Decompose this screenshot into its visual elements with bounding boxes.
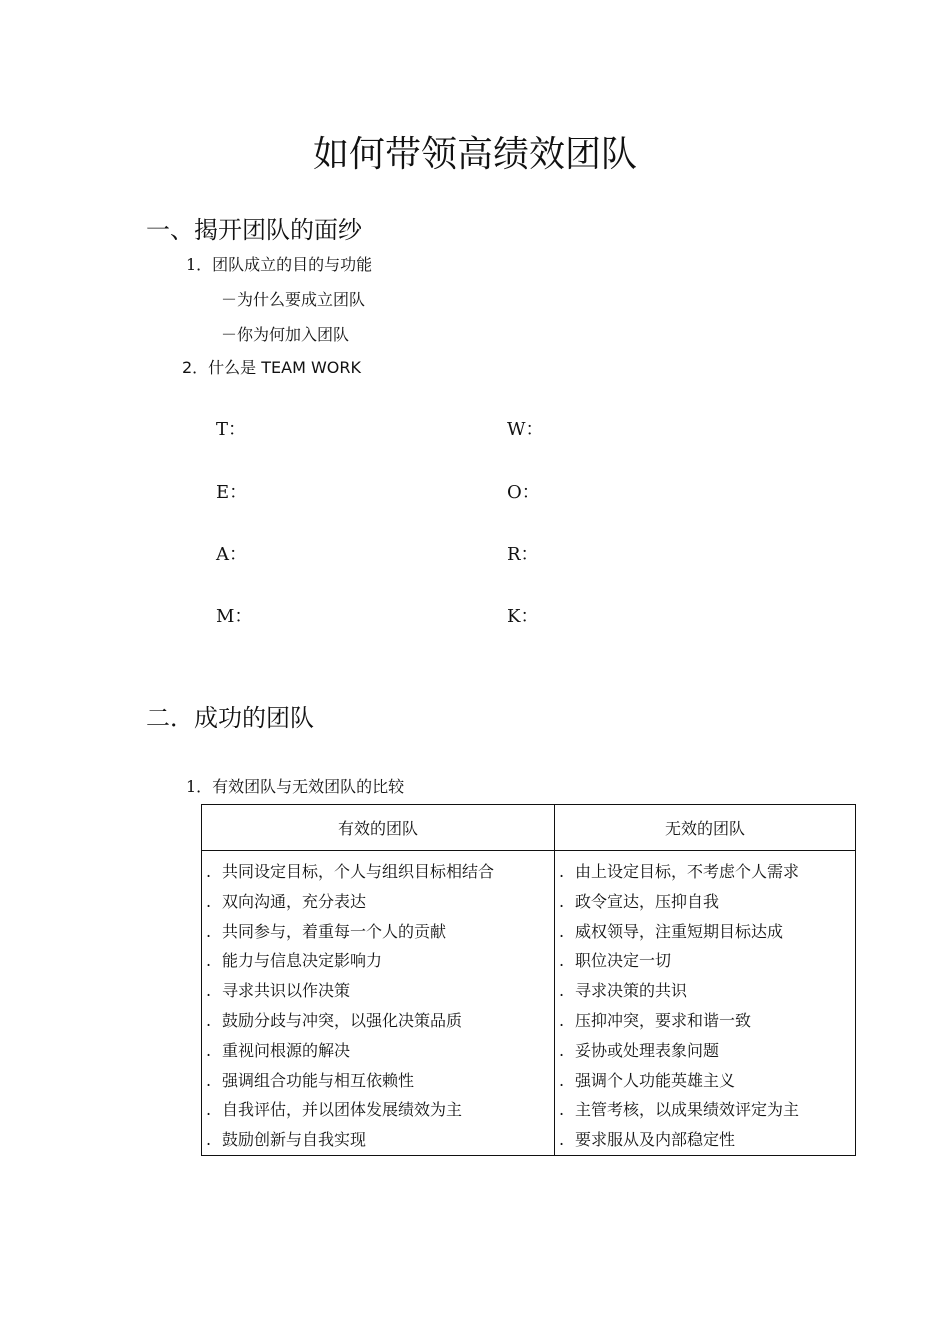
bullet: . [559,1070,565,1090]
letter-k: K： [507,606,539,627]
letter-a: A： [216,544,247,565]
list-item: . 威权领导，注重短期目标达成 [559,917,855,947]
list-item: . 双向沟通，充分表达 [206,887,554,917]
bullet: . [559,862,565,881]
section2-item1-label: 1．有效团队与无效团队的比较 [186,777,405,796]
bullet: . [559,1100,565,1120]
list-item: . 政令宣达，压抑自我 [559,887,855,917]
section1-item2-label: 2．什么是 TEAM WORK [182,358,362,377]
bullet: . [206,921,212,941]
header-effective: 有效的团队 [202,805,555,851]
list-item: . 妥协或处理表象问题 [559,1036,855,1066]
bullet: . [206,1130,212,1150]
bullet: . [559,981,565,1001]
list-item: . 强调组合功能与相互依赖性 [206,1066,554,1096]
bullet: . [206,981,212,1001]
list-item: . 要求服从及内部稳定性 [559,1125,855,1155]
list-item: . 寻求决策的共识 [559,976,855,1006]
bullet: . [206,862,212,881]
list-item: . 强调个人功能英雄主义 [559,1066,855,1096]
list-item: . 由上设定目标，不考虑个人需求 [559,857,855,887]
bullet: . [206,1070,212,1090]
letter-r: R： [507,544,539,565]
bullet: . [559,921,565,941]
letter-o: O： [507,482,540,503]
bullet: . [559,891,565,911]
header-ineffective: 无效的团队 [555,805,856,851]
list-item: . 鼓励分歧与冲突，以强化决策品质 [206,1006,554,1036]
letter-t: T： [216,419,247,440]
letter-m: M： [216,606,253,627]
section1-item1-sub1: －为什么要成立团队 [221,290,366,309]
list-item: . 鼓励创新与自我实现 [206,1125,554,1155]
list-item: . 重视问根源的解决 [206,1036,554,1066]
section1-heading: 一、揭开团队的面纱 [146,216,362,244]
comparison-table [201,804,856,1156]
list-item: . 职位决定一切 [559,946,855,976]
list-item: . 压抑冲突，要求和谐一致 [559,1006,855,1036]
bullet: . [559,951,565,971]
section1-item1-sub2: －你为何加入团队 [221,325,350,344]
effective-list [202,851,554,1155]
list-item: . 自我评估，并以团体发展绩效为主 [206,1095,554,1125]
table-header-row [202,805,856,851]
list-item: . 共同设定目标，个人与组织目标相结合 [206,857,554,887]
section1-item1-label: 1．团队成立的目的与功能 [186,255,373,274]
bullet: . [559,1010,565,1030]
list-item: . 能力与信息决定影响力 [206,946,554,976]
section2-heading: 二．成功的团队 [146,704,314,732]
bullet: . [206,1040,212,1060]
ineffective-list [555,851,855,1155]
bullet: . [559,1130,565,1150]
list-item: . 共同参与，着重每一个人的贡献 [206,917,554,947]
letter-w: W： [507,419,544,440]
document-title: 如何带领高绩效团队 [312,134,637,175]
bullet: . [206,891,212,911]
bullet: . [559,1040,565,1060]
list-item: . 主管考核，以成果绩效评定为主 [559,1095,855,1125]
ineffective-cell [555,851,856,1156]
bullet: . [206,1010,212,1030]
effective-cell [202,851,555,1156]
letter-e: E： [216,482,248,503]
bullet: . [206,1100,212,1120]
list-item: . 寻求共识以作决策 [206,976,554,1006]
table-body-row [202,851,856,1156]
bullet: . [206,951,212,971]
